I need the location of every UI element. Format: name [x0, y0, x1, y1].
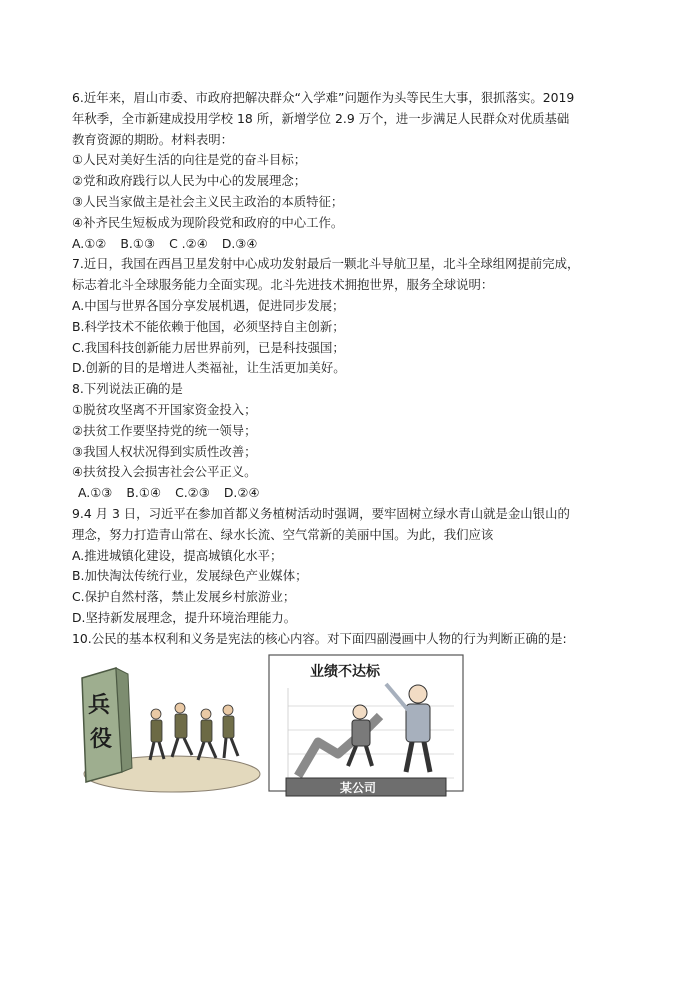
comic-title: 业绩不达标	[310, 664, 380, 680]
q6-option-c: C .②④	[169, 235, 208, 251]
question-9	[72, 504, 632, 629]
sign-char-2: 役	[90, 727, 113, 752]
q6-option-d: D.③④	[221, 235, 258, 251]
q6-statement: ①人民对美好生活的向往是党的奋斗目标；	[72, 152, 307, 168]
sign-monument	[82, 668, 122, 782]
q9-option-a: A.推进城镇化建设，提高城镇化水平；	[72, 547, 283, 563]
q6-statement: ③人民当家做主是社会主义民主政治的本质特征；	[72, 193, 344, 209]
q6-option-b: B.①③	[120, 235, 156, 251]
soldier-3	[198, 709, 216, 760]
q7-option-c: C.我国科技创新能力居世界前列，已是科技强国；	[72, 339, 345, 355]
soldier-4	[223, 705, 238, 758]
q7-option-d: D.创新的目的是增进人类福祉，让生活更加美好。	[72, 360, 346, 376]
q9-option-c: C.保护自然村落，禁止发展乡村旅游业；	[72, 589, 296, 605]
q6-statement: ④补齐民生短板成为现阶段党和政府的中心工作。	[72, 214, 344, 230]
question-6	[72, 88, 632, 254]
q9-line: 理念，努力打造青山常在、绿水长流、空气常新的美丽中国。为此，我们应该	[72, 526, 494, 542]
question-8	[72, 379, 632, 504]
q8-option-a: A.①③	[78, 485, 113, 501]
q8-option-c: C.②③	[175, 485, 210, 501]
q8-option-d: D.②④	[223, 485, 260, 501]
q8-statement: ①脱贫攻坚离不开国家资金投入；	[72, 401, 257, 417]
q6-line: 年秋季，全市新建成投用学校 18 所，新增学位 2.9 万个，进一步满足人民群众对优质基础	[72, 110, 570, 126]
q6-option-a: A.①②	[72, 235, 107, 251]
q9-line: 9.4 月 3 日，习近平在参加首都义务植树活动时强调，要牢固树立绿水青山就是金山银山的	[72, 505, 570, 521]
q10-line: 10.公民的基本权利和义务是宪法的核心内容。对下面四副漫画中人物的行为判断正确的是:	[72, 630, 567, 646]
q7-option-b: B.科学技术不能依赖于他国，必须坚持自主创新；	[72, 318, 345, 334]
q6-line: 6.近年来，眉山市委、市政府把解决群众“入学难”问题作为头等民生大事，狠抓落实。2019	[72, 90, 575, 105]
q6-options	[72, 234, 632, 255]
sign-char-1: 兵	[88, 693, 111, 718]
q9-option-b: B.加快淘汰传统行业，发展绿色产业媒体；	[72, 568, 308, 584]
q7-line: 标志着北斗全球服务能力全面实现。北斗先进技术拥抱世界，服务全球说明：	[72, 277, 494, 293]
q8-statement: ④扶贫投入会损害社会公平正义。	[72, 464, 257, 480]
soldier-1	[150, 709, 164, 760]
q8-options	[72, 483, 632, 504]
question-7	[72, 254, 632, 379]
comic-images	[72, 660, 472, 810]
question-content	[72, 88, 632, 650]
comic-military-service	[72, 660, 262, 800]
q9-option-d: D.坚持新发展理念，提升环境治理能力。	[72, 609, 297, 625]
comic-company-performance	[268, 654, 464, 804]
q8-line: 8.下列说法正确的是	[72, 381, 183, 397]
q8-option-b: B.①④	[126, 485, 162, 501]
q6-statement: ②党和政府践行以人民为中心的发展理念；	[72, 173, 307, 189]
q8-statement: ③我国人权状况得到实质性改善；	[72, 443, 257, 459]
q7-line: 7.近日，我国在西昌卫星发射中心成功发射最后一颗北斗导航卫星，北斗全球组网提前完成，	[72, 256, 580, 272]
q7-option-a: A.中国与世界各国分享发展机遇，促进同步发展；	[72, 297, 345, 313]
company-label: 某公司	[340, 781, 377, 795]
question-10	[72, 629, 632, 650]
q6-line: 教育资源的期盼。材料表明：	[72, 131, 234, 147]
soldier-2	[172, 703, 192, 757]
q8-statement: ②扶贫工作要坚持党的统一领导；	[72, 422, 257, 438]
